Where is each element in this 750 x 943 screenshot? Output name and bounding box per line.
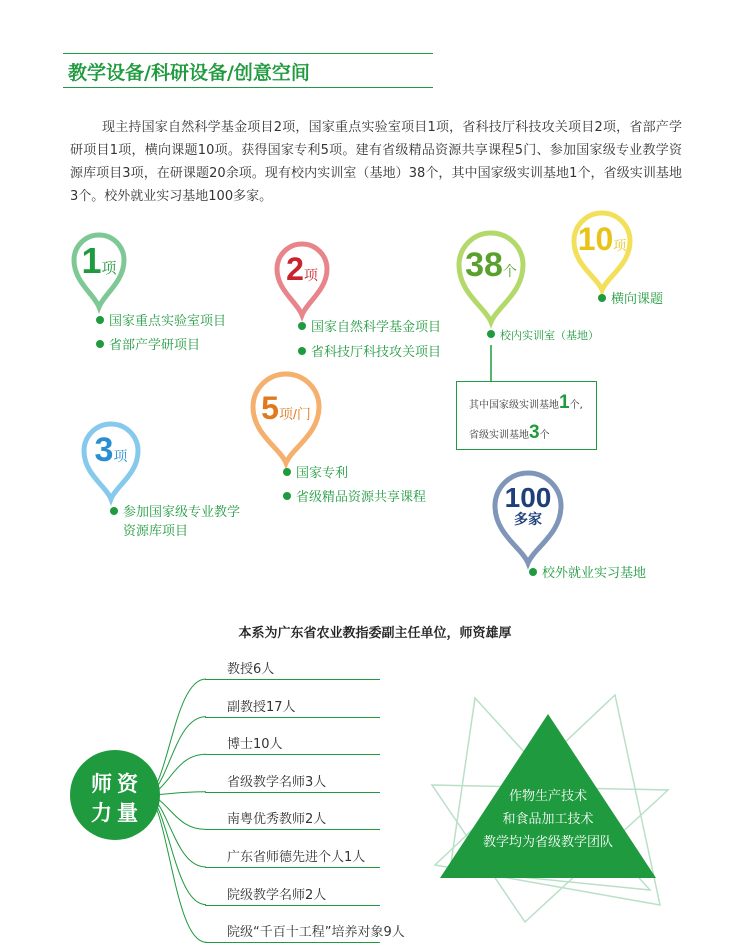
- pin-2-unit: 项: [303, 267, 318, 283]
- faculty-title: 本系为广东省农业教指委副主任单位，师资雄厚: [238, 626, 512, 641]
- pin-10-unit: 项: [613, 238, 627, 253]
- section-title: 教学设备/科研设备/创意空间: [68, 62, 310, 84]
- faculty-item-rule: [205, 829, 380, 830]
- pin-1-label-1: 国家重点实验室项目: [96, 314, 226, 330]
- faculty-item-rule: [205, 717, 380, 718]
- pin-10-number: 10: [577, 221, 614, 257]
- pin-100-number: 100: [504, 482, 552, 513]
- pin-38-number: 38: [465, 246, 503, 284]
- faculty-item-rule: [205, 754, 380, 755]
- pin-3-number: 3: [94, 431, 114, 469]
- intro-paragraph: 现主持国家自然科学基金项目2项，国家重点实验室项目1项，省科技厅科技攻关项目2项，省部产学研项目1项，横向课题10项。获得国家专利5项。建有省级精品资源共享课程5门、参加国家级专业教学资源库项目3项，在研课题20余项。现有校内实训室（基地）38个，其中国家级实训基地1个，省级实训基地3个。校外就业实习基地100多家。: [70, 120, 682, 204]
- team-line-2: 和食品加工技术: [502, 812, 594, 827]
- pin-38-unit: 个: [502, 263, 517, 279]
- pin-5-unit: 项/门: [278, 406, 311, 422]
- faculty-item-rule: [205, 867, 380, 868]
- pin-2-number: 2: [286, 251, 304, 287]
- pin-5-label-2: 省级精品资源共享课程: [283, 490, 426, 506]
- pin-2-label-1: 国家自然科学基金项目: [298, 320, 441, 336]
- faculty-item: 院级教学名师2人: [227, 887, 327, 903]
- faculty-item-rule: [205, 679, 380, 680]
- provincial-base-row: 省级实训基地3个: [469, 422, 550, 443]
- faculty-item-rule: [205, 905, 380, 906]
- pin-1-unit: 项: [101, 260, 117, 277]
- pin-38-label-1: 校内实训室（基地）: [487, 328, 599, 344]
- pin-3-unit: 项: [113, 448, 128, 464]
- faculty-item: 教授6人: [227, 662, 275, 677]
- faculty-item: 副教授17人: [227, 699, 296, 715]
- pin-5-number: 5: [261, 390, 279, 426]
- pin-3-label-1: 参加国家级专业教学: [110, 505, 240, 521]
- pin-5-label-1: 国家专利: [283, 466, 348, 482]
- pin-100-label-1: 校外就业实习基地: [529, 566, 646, 582]
- pin-1-number: 1: [81, 240, 102, 281]
- badge-line-2: 力量: [91, 801, 143, 825]
- faculty-item: 院级“千百十工程”培养对象9人: [227, 925, 405, 941]
- faculty-item-rule: [205, 792, 380, 793]
- faculty-item: 广东省师德先进个人1人: [227, 850, 366, 865]
- pin-1-label-2: 省部产学研项目: [96, 338, 200, 354]
- faculty-item: 博士10人: [227, 737, 283, 753]
- pin-100-unit: 多家: [514, 511, 542, 527]
- pin-10-label-1: 横向课题: [598, 292, 663, 308]
- faculty-item: 南粤优秀教师2人: [227, 812, 327, 828]
- team-line-3: 教学均为省级教学团队: [482, 835, 613, 850]
- faculty-item: 省级教学名师3人: [227, 774, 327, 790]
- pin-2-label-2: 省科技厅科技攻关项目: [298, 345, 441, 361]
- badge-line-1: 师资: [91, 772, 143, 796]
- pin-3-label-2: 资源库项目: [123, 524, 189, 539]
- team-line-1: 作物生产技术: [508, 789, 587, 804]
- national-base-row: 其中国家级实训基地1个,: [469, 392, 583, 413]
